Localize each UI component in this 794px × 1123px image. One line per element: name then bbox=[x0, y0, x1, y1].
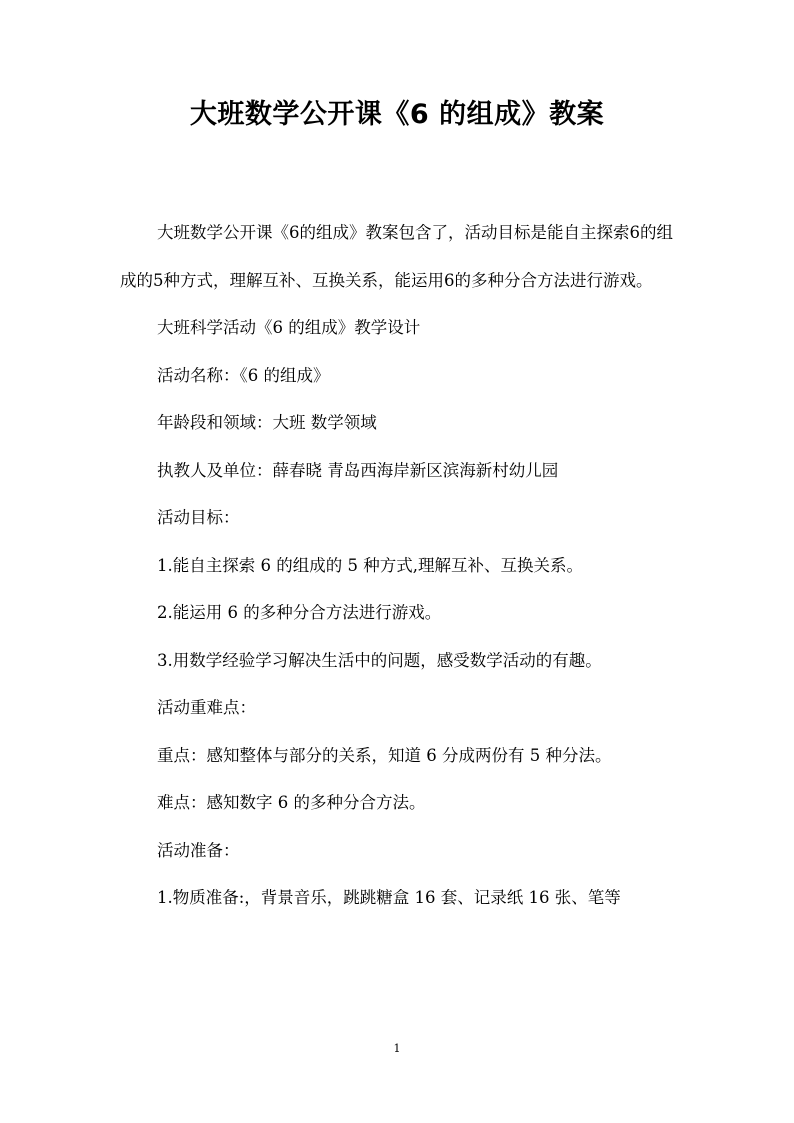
paragraph-goal-1: 1.能自主探索 6 的组成的 5 种方式,理解互补、互换关系。 bbox=[157, 555, 583, 575]
paragraph-age-domain: 年龄段和领域：大班 数学领域 bbox=[157, 413, 377, 432]
paragraph-activity-name: 活动名称：《6 的组成》 bbox=[157, 365, 330, 385]
paragraph-design-heading: 大班科学活动《6 的组成》教学设计 bbox=[157, 318, 421, 337]
paragraph-difficulty: 难点：感知数字 6 的多种分合方法。 bbox=[157, 793, 426, 812]
paragraph-keypoint: 重点：感知整体与部分的关系，知道 6 分成两份有 5 种分法。 bbox=[157, 745, 612, 765]
paragraph-goal-2: 2.能运用 6 的多种分合方法进行游戏。 bbox=[157, 603, 442, 622]
document-body bbox=[120, 209, 680, 922]
paragraph-prep-1: 1.物质准备:，背景音乐，跳跳糖盒 16 套、记录纸 16 张、笔等 bbox=[157, 888, 621, 907]
page-number: 1 bbox=[393, 1042, 401, 1055]
paragraph-goals-heading: 活动目标： bbox=[157, 508, 240, 527]
paragraph-teacher: 执教人及单位：薛春晓 青岛西海岸新区滨海新村幼儿园 bbox=[157, 460, 559, 480]
document-title: 大班数学公开课《6 的组成》教案 bbox=[189, 99, 605, 130]
paragraph-prep-heading: 活动准备： bbox=[157, 840, 240, 860]
paragraph-keypoints-heading: 活动重难点： bbox=[157, 698, 256, 717]
paragraph-intro: 大班数学公开课《6的组成》教案包含了，活动目标是能自主探索6的组成的5种方式，理解互补、互换关系，能运用6的多种分合方法进行游戏。 bbox=[120, 223, 673, 290]
paragraph-goal-3: 3.用数学经验学习解决生活中的问题，感受数学活动的有趣。 bbox=[157, 650, 602, 670]
